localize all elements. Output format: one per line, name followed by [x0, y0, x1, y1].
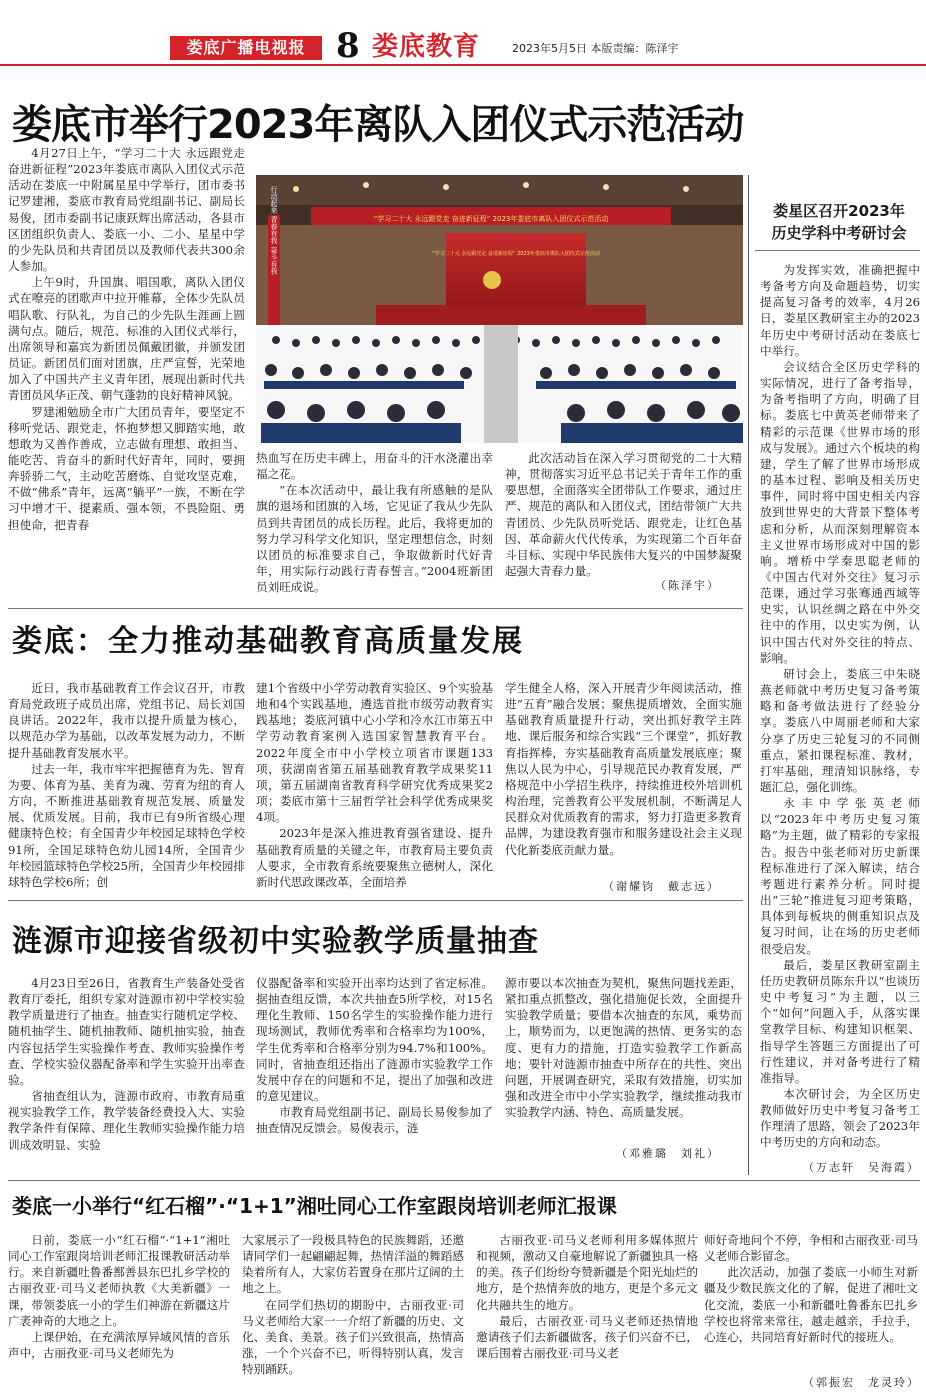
article4-col3 — [476, 1232, 698, 1394]
paragraph: 学生健全人格，深入开展青少年阅读活动，推进“五育”融合发展；聚焦提质增效，全面实施基础教育质量提升行动，突出抓好教学主阵地、课后服务和综合实践“三个课堂”，抓好教育指挥棒，夯实基础教育高质量发展底座；聚焦以人民为中心，引导规范民办教育发展，严格规范中小学招生秩序，持续推进校外培训机构治理，完善教育公平发展机制，不断满足人民群众对优质教育的需求，努力打造更多教育品牌，为建设教育强市和服务建设社会主义现代化新娄底贡献力量。 — [505, 681, 742, 857]
sidebar-title-line2: 历史学科中考研讨会 — [771, 224, 907, 242]
paragraph: 永丰中学张英老师以“2023年中考历史复习策略”为主题，做了精彩的专家报告。报告中张老师对历史新课程标准进行了深入解读，结合考题进行素养分析。同时提出“三轮”推进复习迎考策略，具体到每板块的侧重知识点及复习时间，让在场的历史老师很受启发。 — [760, 796, 920, 956]
sidebar-title-line1: 娄星区召开2023年 — [773, 202, 905, 220]
article1-byline: （陈泽宇） — [655, 579, 720, 592]
sidebar-divider — [748, 175, 749, 1175]
paragraph: 最后，古丽孜亚·司马义老师还热情地邀请孩子们去新疆做客，孩子们兴奋不已，课后围着古丽孜亚·司马义老 — [476, 1313, 698, 1361]
article3-byline: （邓雅璐 刘礼） — [616, 1147, 720, 1160]
paragraph: 上午9时，升国旗、唱国歌，离队入团仪式在嘹亮的团歌声中拉开帷幕，全体少先队员唱队歌、行队礼，为自己的少先队生涯画上圆满句点。随后，规范、标准的入团仪式举行，出席领导和嘉宾为新团员佩戴团徽，并颁发团员证。新团员们面对团旗，庄严宣誓，光荣地加入了中国共产主义青年团，展现出新时代共青团员风华正茂、朝气蓬勃的良好精神风貌。 — [8, 275, 245, 403]
paragraph: 古丽孜亚·司马义老师利用多媒体照片和视频，激动又自豪地解说了新疆独具一格的美。孩子们纷纷夸赞新疆是个阳光灿烂的地方，是个热情奔放的地方，更是个多元文化共融共生的地方。 — [476, 1233, 698, 1312]
paragraph: 上课伊始，在充满浓厚异域风情的音乐声中，古丽孜亚·司马义老师先为 — [8, 1329, 230, 1361]
sidebar-byline: （万志轩 吴海霞） — [803, 1161, 920, 1174]
article2-col1 — [8, 680, 245, 889]
ceremony-photo — [256, 175, 743, 443]
article3-title: 涟源市迎接省级初中实验教学质量抽查 — [12, 924, 539, 959]
paragraph: 2023年是深入推进教育强省建设、提升基础教育质量的关键之年，市教育局主要负责人要求，全市教育系统要聚焦立德树人，深化新时代思政课改革，全面培养 — [256, 826, 493, 889]
paragraph: 在同学们热切的期盼中，古丽孜亚·司马义老师给大家一一介绍了新疆的历史、文化、美食、美景。孩子们兴致很高，热情高涨，一个个兴奋不已，听得特别认真，发言特别踊跃。 — [242, 1297, 464, 1377]
paragraph: “在本次活动中，最让我有所感触的是队旗的退场和团旗的入场，它见证了我从少先队员到共青团员的成长历程。此后，我将更加的努力学习科学文化知识，坚定理想信念，时刻以团员的标准要求自己，争取做新时代好青年，用实际行动践行青春誓言。”2004班新团员刘旺成说。 — [256, 483, 493, 595]
article4-title: 娄底一小举行“红石榴”·“1+1”湘吐同心工作室跟岗培训老师汇报课 — [12, 1194, 617, 1218]
article1-photo — [256, 175, 743, 443]
paragraph: 日前，娄底一小“红石榴”·“1+1”湘吐同心工作室跟岗培训老师汇报课教研活动举行。来自新疆吐鲁番鄯善县东巴扎乡学校的古丽孜亚·司马义老师执教《大美新疆》一课，带领娄底一小的学生们神游在新疆这片广袤神奇的大地之上。 — [8, 1233, 230, 1328]
paragraph: 过去一年，我市牢牢把握德育为先、智育为要、体育为基、美育为魂、劳育为纽的育人方向，不断推进基础教育规范发展、质量发展、优质发展。目前，我市已有9所省级心理健康特色校；有全国青少年校园足球特色学校91所，全国足球特色幼儿园14所，全国青少年校园篮球特色学校25所，全国青少年校园排球特色学校6所；创 — [8, 761, 245, 889]
article3-col1 — [8, 975, 245, 1170]
sidebar-title-rule — [755, 250, 920, 251]
photo-pillar-text: 行动起来 青春有我 奋斗有我 — [270, 185, 278, 275]
article4-byline: （郭振宏 龙灵玲） — [803, 1376, 920, 1389]
article4-col4 — [704, 1232, 918, 1372]
article4-col2 — [242, 1232, 464, 1394]
article4-col1 — [8, 1232, 230, 1394]
paragraph: 4月27日上午，“学习二十大 永远跟党走 奋进新征程”2023年娄底市离队入团仪式示范活动在娄底一中附属星星中学举行，团市委书记罗建湘，娄底市教育局党组副书记、副局长易俊，团市委副书记康跃辉出席活动，各县市区团组织负责人、娄底一小、二小、星星中学的少先队员和共青团员以及教师代表共300余人参加。 — [8, 146, 245, 274]
section-title: 娄底教育 — [372, 32, 481, 62]
paragraph: 此次活动，加强了娄底一小师生对新疆及少数民族文化的了解，促进了湘吐文化交流，娄底一小和新疆吐鲁番东巴扎乡学校也将常来常往，越走越亲，手拉手，心连心，共同培育好新时代的接班人。 — [704, 1265, 918, 1344]
paragraph: 师好奇地问个不停，争相和古丽孜亚·司马义老师合影留念。 — [704, 1233, 918, 1264]
article-divider — [8, 900, 743, 901]
article1-col2 — [256, 450, 493, 600]
date-editor-line: 2023年5月5日 本版责编：陈泽宇 — [512, 42, 679, 55]
article1-title: 娄底市举行2023年离队入团仪式示范活动 — [12, 102, 744, 148]
paragraph: 最后，娄星区教研室副主任历史教研员陈东升以“也谈历史中考复习”为主题，以三个“如何”问题入手，从落实课堂教学目标、构建知识框架、指导学生答题三方面提出了可行性建议，并对备考进行了精准指导。 — [760, 957, 920, 1085]
header-rule — [0, 64, 926, 66]
article2-byline: （谢耀钧 戴志远） — [603, 880, 720, 893]
paragraph: 热血写在历史丰碑上，用奋斗的汗水浇灌出幸福之花。 — [256, 451, 493, 482]
paragraph: 本次研讨会，为全区历史教师做好历史中考复习备考工作理清了思路，领会了2023年中考历史的方向和动态。 — [760, 1086, 920, 1150]
article3-col3 — [505, 975, 742, 1140]
paragraph: 罗建湘勉励全市广大团员青年，要坚定不移听党话、跟党走，怀抱梦想又脚踏实地，敢想敢为又善作善成，立志做有理想、敢担当、能吃苦、肯奋斗的新时代好青年，同时，要拥奔骄骄二气，主动吃苦磨炼、自觉攻坚克难，不做“佛系”青年，远离“躺平”一族，不断在学习中增才干、提素质、强本领，不畏险阻、勇担使命，把青春 — [8, 404, 245, 532]
article1-col3 — [505, 450, 742, 590]
newspaper-logo: 娄底广播电视报 — [170, 36, 322, 60]
paragraph: 大家展示了一段极具特色的民族舞蹈，还邀请同学们一起翩翩起舞，热情洋溢的舞蹈感染着所有人，大家仿若置身在那片辽阔的土地之上。 — [242, 1233, 464, 1296]
article2-col2 — [256, 680, 493, 889]
paragraph: 近日，我市基础教育工作会议召开，市教育局党政班子成员出席，党组书记、局长刘国良讲话。2022年，我市以提升质量为核心，以规范办学为基础，以改革发展为动力，不断提升基础教育发展水平。 — [8, 681, 245, 760]
paragraph: 4月23日至26日，省教育生产装备处受省教育厅委托，组织专家对涟源市初中学校实验教学质量进行了抽查。抽查实行随机定学校、随机抽学生、随机抽教师、随机抽实验，抽查内容包括学生实验操作考查、教师实验操作考查、学校实验仪器配备率和学生实验开出率查验。 — [8, 976, 245, 1087]
paragraph: 建1个省级中小学劳动教育实验区、9个实验基地和4个实践基地，遴选首批市级劳动教育实践基地；娄底河镇中心小学和冷水江市第五中学劳动教育案例入选国家智慧教育平台。2022年度全市中小学校立项省市课题133项，获湖南省第五届基础教育教学成果奖11项，第五届湖南省教育科学研究优秀成果奖2项；娄底市第十三届哲学社会科学优秀成果奖4项。 — [256, 681, 493, 825]
photo-screen-text: “学习二十大 永远跟党走 奋进新征程” 2023年娄底市离队入团仪式示范活动 — [432, 251, 600, 257]
article-divider — [8, 1180, 920, 1181]
photo-banner-text: “学习二十大 永远跟党走 奋进新征程” 2023年娄底市离队入团仪式示范活动 — [373, 215, 609, 223]
paragraph: 省抽查组认为，涟源市政府、市教育局重视实验教学工作，教学装备经费投入大、实验教学条件有保障、理化生教师实验操作能力培训成效明显、实验 — [8, 1089, 245, 1152]
paragraph: 此次活动旨在深入学习贯彻党的二十大精神，贯彻落实习近平总书记关于青年工作的重要思想，全面落实全团带队工作要求，通过庄严、规范的离队和入团仪式，团结带领广大共青团员、少先队员听党话、跟党走，让红色基因、革命薪火代代传承，为实现第二个百年奋斗目标、实现中华民族伟大复兴的中国梦凝聚起强大青春力量。 — [505, 451, 742, 579]
paragraph: 仪器配备率和实验开出率均达到了省定标准。据抽查组反馈，本次共抽查5所学校，对15名理化生教师、150名学生的实验操作能力进行现场测试，教师优秀率和合格率均为100%，学生优秀率和合格率分别为94.7%和100%。同时，省抽查组还指出了涟源市实验教学工作发展中存在的问题和不足，提出了加强和改进的意见建议。 — [256, 976, 493, 1104]
sidebar-body — [760, 262, 920, 1177]
paragraph: 研讨会上，娄底三中朱晓燕老师就中考历史复习备考策略和备考做法进行了经验分享。娄底八中周丽老师和大家分享了历史三轮复习的不同侧重点，紧扣课程标准、教材，打牢基础，理清知识脉络，专题汇总，强化训练。 — [760, 666, 920, 794]
article1-col1 — [8, 145, 245, 600]
article2-col3 — [505, 680, 742, 865]
page-number: 8 — [336, 26, 360, 66]
paragraph: 会议结合全区历史学科的实际情况，进行了备考指导，为备考指明了方向，明确了目标。娄底七中黄英老师带来了精彩的示范课《世界市场的形成与发展》。通过六个板块的构建，学生了解了世界市场形成的基本过程、影响及相关历史事件，同时将中国史相关内容放到世界史的大背景下整体考虑和分析，从而深刻理解资本主义世界市场形成对中国的影响。增桥中学秦思聪老师的《中国古代对外交往》复习示范课，通过学习张骞通西域等史实，认识丝绸之路在中外交往中的作用，以史实为例，认识中国古代对外交往的特点、影响。 — [760, 359, 920, 665]
article-divider — [8, 608, 743, 609]
paragraph: 为发挥实效，准确把握中考备考方向及命题趋势，切实提高复习备考的效率，4月26日，娄星区教研室主办的2023年历史中考研讨活动在娄底七中举行。 — [760, 263, 920, 358]
paragraph: 市教育局党组副书记、副局长易俊参加了抽查情况反馈会。易俊表示，涟 — [256, 1105, 493, 1136]
article3-col2 — [256, 975, 493, 1170]
article2-title: 娄底：全力推动基础教育高质量发展 — [12, 624, 524, 659]
paragraph: 源市要以本次抽查为契机，聚焦问题找差距，紧扣重点抓整改，强化措施促长效，全面提升实验教学质量；要借本次抽查的东风，乘势而上，顺势而为，以更饱满的热情、更务实的态度、更有力的措施，打造实验教学工作新高地；要针对涟源市抽查中所存在的共性、突出问题，开展调查研究，采取有效措施，切实加强和改进全市中小学实验教学，继续推动我市实验教学内涵、特色、高质量发展。 — [505, 976, 742, 1120]
